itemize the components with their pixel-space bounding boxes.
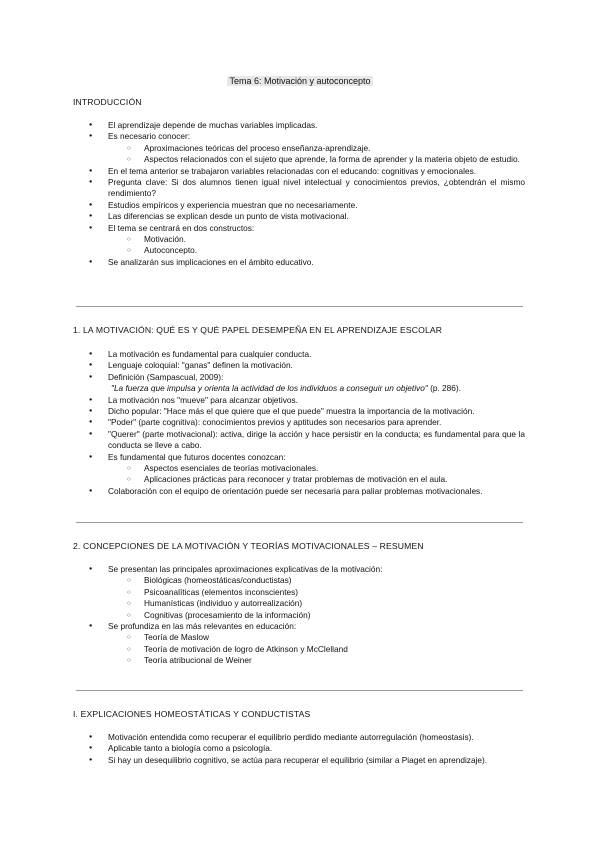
section-1-heading: 1. LA MOTIVACIÓN: QUÉ ES Y QUÉ PAPEL DESEMPEÑA EN EL APRENDIZAJE ESCOLAR [73, 325, 443, 335]
list-item: ● La motivación nos "mueve" para alcanzar objetivos. [0, 395, 600, 406]
list-item: ● Se presentan las principales aproximaciones explicativas de la motivación: ○ Biológicas (homeostáticas/conductistas) ○ Psicoanalíticas (elementos inconscientes) ○ Humanísticas (individuo y autorrealización) ○ Cognitivas (procesamiento de la información) [0, 564, 600, 621]
section-2-heading: 2. CONCEPCIONES DE LA MOTIVACIÓN Y TEORÍAS MOTIVACIONALES – RESUMEN [73, 541, 424, 551]
list-item: ● Definición (Sampascual, 2009): "La fuerza que impulsa y orienta la actividad de los individuos a conseguir un objetivo" (p. 286). [0, 372, 600, 395]
list-item: ● La motivación es fundamental para cualquier conducta. [0, 349, 600, 360]
list-item: ● "Querer" (parte motivacional): activa, dirige la acción y hace persistir en la conducta; es fundamental para que la conducta se lleve a cabo. [0, 429, 600, 452]
sub-list [108, 234, 525, 257]
section-divider [76, 306, 523, 307]
list-item: ● Las diferencias se explican desde un punto de vista motivacional. [0, 211, 600, 222]
sub-list-item: ○ Aspectos esenciales de teorías motivacionales. [108, 463, 525, 474]
document-title: Tema 6: Motivación y autoconcepto [229, 76, 371, 86]
section-3-heading: I. EXPLICACIONES HOMEOSTÁTICAS Y CONDUCTISTAS [73, 709, 311, 719]
list-item: ● Pregunta clave: Si dos alumnos tienen igual nivel intelectual y conocimientos previos, ¿obtendrán el mismo rendimiento? [0, 177, 600, 200]
sub-list-item: ○ Aproximaciones teóricas del proceso enseñanza-aprendizaje. [108, 143, 525, 154]
section-divider [76, 690, 523, 691]
sub-list-item: ○ Cognitivas (procesamiento de la información) [108, 610, 525, 621]
list-item: ● El aprendizaje depende de muchas variables implicadas. [0, 120, 600, 131]
list-item: ● Es necesario conocer: ○ Aproximaciones teóricas del proceso enseñanza-aprendizaje. ○ Aspectos relacionados con el sujeto que aprende, la forma de aprender y la materia objeto de estudio. [0, 131, 600, 165]
section-divider [76, 522, 523, 523]
list-item: ● Si hay un desequilibrio cognitivo, se actúa para recuperar el equilibrio (similar a Piaget en aprendizaje). [0, 755, 600, 766]
intro-heading: INTRODUCCIÓN [73, 97, 142, 107]
section-3-list [0, 732, 600, 766]
sub-list-item: ○ Aspectos relacionados con el sujeto que aprende, la forma de aprender y la materia objeto de estudio. [108, 154, 525, 165]
list-item: ● Aplicable tanto a biología como a psicología. [0, 743, 600, 754]
list-item: ● "Poder" (parte cognitiva): conocimientos previos y aptitudes son necesarios para aprender. [0, 417, 600, 428]
sub-list-item: ○ Aplicaciones prácticas para reconocer y tratar problemas de motivación en el aula. [108, 474, 525, 485]
sub-list [108, 143, 525, 166]
list-item: ● Se profundiza en las más relevantes en educación: ○ Teoría de Maslow ○ Teoría de motivación de logro de Atkinson y McClelland ○ Teoría atribucional de Weiner [0, 621, 600, 667]
list-item: ● En el tema anterior se trabajaron variables relacionadas con el educando: cognitivas y emocionales. [0, 166, 600, 177]
sub-list [108, 575, 525, 621]
sub-list-item: ○ Biológicas (homeostáticas/conductistas) [108, 575, 525, 586]
list-item: ● Lenguaje coloquial: "ganas" definen la motivación. [0, 360, 600, 371]
sub-list-item: ○ Teoría de motivación de logro de Atkinson y McClelland [108, 644, 525, 655]
sub-list-item: ○ Autoconcepto. [108, 245, 525, 256]
list-item: ● Es fundamental que futuros docentes conozcan: ○ Aspectos esenciales de teorías motivacionales. ○ Aplicaciones prácticas para reconocer y tratar problemas de motivación en el aula. [0, 452, 600, 486]
list-item: ● Motivación entendida como recuperar el equilibrio perdido mediante autorregulación (homeostasis). [0, 732, 600, 743]
sub-list [108, 463, 525, 486]
sub-list-item: ○ Teoría atribucional de Weiner [108, 655, 525, 666]
sub-list-item: ○ Teoría de Maslow [108, 632, 525, 643]
intro-list [0, 120, 600, 268]
sub-list-item: ○ Humanísticas (individuo y autorrealización) [108, 598, 525, 609]
list-item: ● Colaboración con el equipo de orientación puede ser necesaria para paliar problemas motivacionales. [0, 486, 600, 497]
list-item: ● Se analizarán sus implicaciones en el ámbito educativo. [0, 257, 600, 268]
sub-list-item: ○ Psicoanalíticas (elementos inconscientes) [108, 587, 525, 598]
sub-list [108, 632, 525, 666]
definition-quote: "La fuerza que impulsa y orienta la actividad de los individuos a conseguir un objetivo" (p. 286). [111, 383, 461, 394]
list-item: ● El tema se centrará en dos constructos: ○ Motivación. ○ Autoconcepto. [0, 223, 600, 257]
list-item: ● Dicho popular: "Hace más el que quiere que el que puede" muestra la importancia de la motivación. [0, 406, 600, 417]
title-block [0, 71, 600, 89]
sub-list-item: ○ Motivación. [108, 234, 525, 245]
section-2-list [0, 564, 600, 667]
list-item: ● Estudios empíricos y experiencia muestran que no necesariamente. [0, 200, 600, 211]
section-1-list [0, 349, 600, 497]
